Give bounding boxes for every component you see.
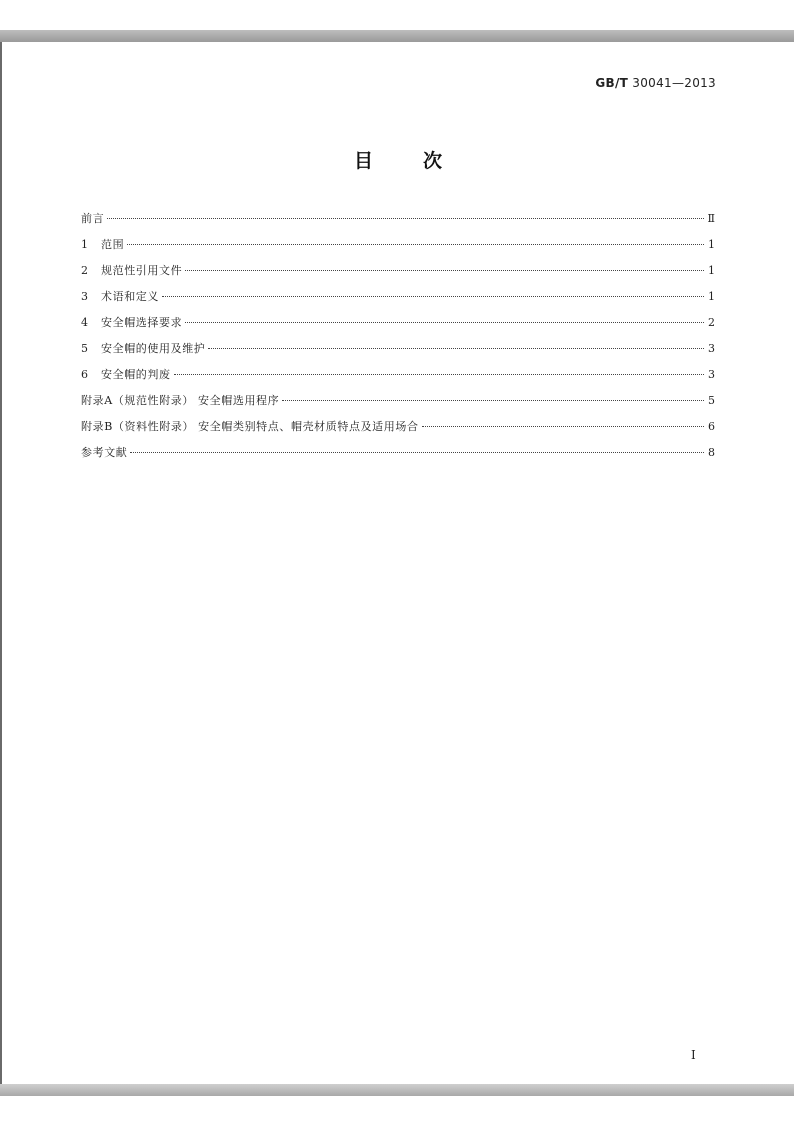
- toc-entry-label: 安全帽的判废: [101, 368, 171, 381]
- toc-entry-page: 8: [708, 446, 715, 459]
- toc-entry-number: 4: [81, 316, 88, 329]
- toc-leader-dots: [185, 270, 704, 271]
- toc-entry-label: 附录B（资料性附录） 安全帽类别特点、帽壳材质特点及适用场合: [81, 420, 419, 433]
- toc-entry-annex-a[interactable]: [81, 392, 715, 418]
- toc-entry-page: 3: [708, 368, 715, 381]
- toc-entry-number: 3: [81, 290, 88, 303]
- standard-prefix: GB/T: [595, 76, 629, 90]
- toc-leader-dots: [127, 244, 704, 245]
- toc-entry-label: 附录A（规范性附录） 安全帽选用程序: [81, 394, 280, 407]
- toc-title: 目次: [353, 150, 492, 172]
- toc-entry-label: 安全帽选择要求: [101, 316, 183, 329]
- toc-entry-label: 术语和定义: [101, 290, 159, 303]
- toc-entry-discard-criteria[interactable]: [81, 366, 715, 392]
- toc-entry-number: 5: [81, 342, 88, 355]
- toc-leader-dots: [174, 374, 704, 375]
- toc-entry-page: Ⅱ: [707, 212, 715, 225]
- toc-leader-dots: [208, 348, 704, 349]
- viewer-bottom-bar: [0, 1084, 794, 1096]
- toc-entry-page: 1: [708, 238, 715, 251]
- toc-entry-terms-definitions[interactable]: [81, 288, 715, 314]
- toc-entry-number: 6: [81, 368, 88, 381]
- standard-number: [595, 76, 716, 90]
- toc-leader-dots: [422, 426, 704, 427]
- toc-leader-dots: [162, 296, 704, 297]
- table-of-contents: [81, 210, 715, 470]
- toc-entry-annex-b[interactable]: [81, 418, 715, 444]
- toc-entry-label: 范围: [101, 238, 125, 251]
- toc-leader-dots: [282, 400, 704, 401]
- toc-entry-selection-requirements[interactable]: [81, 314, 715, 340]
- document-page: [2, 42, 794, 1084]
- toc-entry-page: 3: [708, 342, 715, 355]
- toc-leader-dots: [185, 322, 704, 323]
- toc-entry-label: 安全帽的使用及维护: [101, 342, 206, 355]
- toc-entry-page: 1: [708, 290, 715, 303]
- toc-entry-number: 2: [81, 264, 88, 277]
- toc-entry-label: 规范性引用文件: [101, 264, 183, 277]
- toc-entry-normative-references[interactable]: [81, 262, 715, 288]
- toc-leader-dots: [107, 218, 704, 219]
- standard-code: 30041—2013: [632, 76, 716, 90]
- toc-entry-use-maintenance[interactable]: [81, 340, 715, 366]
- toc-entry-page: 2: [708, 316, 715, 329]
- toc-entry-scope[interactable]: [81, 236, 715, 262]
- viewer-top-bar: [0, 30, 794, 42]
- toc-entry-foreword[interactable]: [81, 210, 715, 236]
- page-number: Ⅰ: [691, 1048, 696, 1062]
- toc-leader-dots: [130, 452, 704, 453]
- toc-entry-bibliography[interactable]: [81, 444, 715, 470]
- toc-entry-label: 参考文献: [81, 446, 128, 459]
- toc-entry-page: 6: [708, 420, 715, 433]
- toc-entry-page: 5: [708, 394, 715, 407]
- toc-entry-number: 1: [81, 238, 88, 251]
- toc-entry-label: 前言: [81, 212, 105, 225]
- toc-entry-page: 1: [708, 264, 715, 277]
